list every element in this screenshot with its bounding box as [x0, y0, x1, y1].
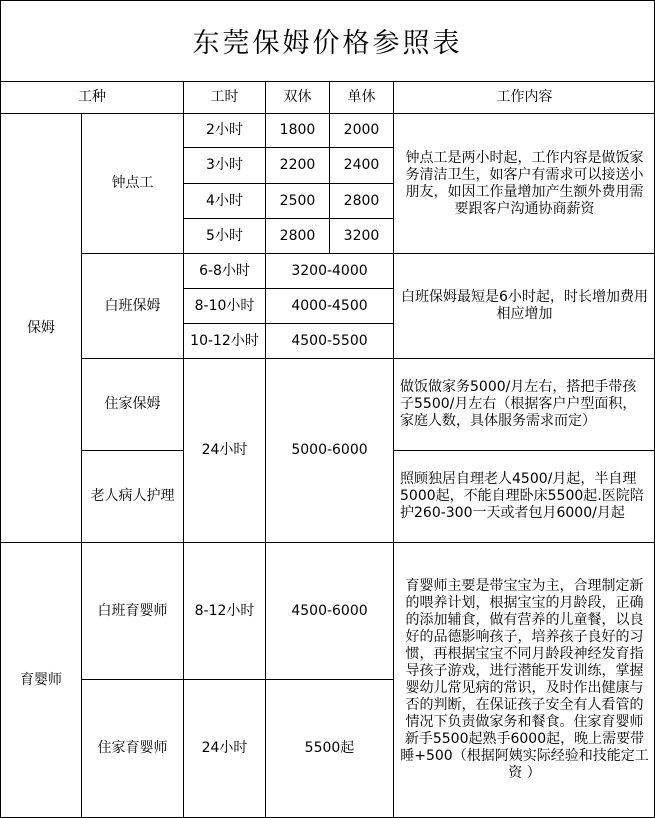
price-cell: 3200-4000 — [266, 254, 394, 289]
price-cell: 5500起 — [266, 680, 394, 818]
hours-cell: 24小时 — [184, 680, 266, 818]
header-single-rest: 单休 — [330, 82, 394, 114]
job-livein-infant-nanny: 住家育婴师 — [82, 680, 184, 818]
job-hourly: 钟点工 — [82, 114, 184, 254]
elderly-description: 照顾独居自理老人4500/月起，半自理5000起，不能自理卧床5500起.医院陪护260-300一天或者包月6000/月起 — [394, 451, 655, 543]
hours-cell: 24小时 — [184, 359, 266, 543]
table-row — [1, 359, 655, 451]
header-hours: 工时 — [184, 82, 266, 114]
job-day-nanny: 白班保姆 — [82, 254, 184, 359]
single-rest-cell: 2400 — [330, 148, 394, 184]
double-rest-cell: 2500 — [266, 184, 330, 219]
header-type: 工种 — [1, 82, 184, 114]
price-cell: 4500-5500 — [266, 324, 394, 359]
table-row — [1, 114, 655, 148]
hours-cell: 3小时 — [184, 148, 266, 184]
price-table — [0, 81, 655, 818]
job-elderly-care: 老人病人护理 — [82, 451, 184, 543]
hours-cell: 10-12小时 — [184, 324, 266, 359]
hours-cell: 5小时 — [184, 219, 266, 254]
page-title: 东莞保姆价格参照表 — [192, 28, 463, 59]
job-day-infant-nanny: 白班育婴师 — [82, 543, 184, 680]
double-rest-cell: 2200 — [266, 148, 330, 184]
table-row — [1, 254, 655, 289]
single-rest-cell: 3200 — [330, 219, 394, 254]
infant-nanny-description: 育婴师主要是带宝宝为主，合理制定新的喂养计划，根据宝宝的月龄段，正确的添加辅食，做有营养的儿童餐，以良好的品德影响孩子，培养孩子良好的习惯，再根据宝宝不同月龄段神经发育指导孩子游戏，进行潜能开发训练，掌握婴幼儿常见病的常识，及时作出健康与否的判断，在保证孩子安全有人看管的情况下负责做家务和餐食。住家育婴师新手5500起熟手6000起，晚上需要带睡+500（根据阿姨实际经验和技能定工资 ） — [394, 543, 655, 818]
price-cell: 4000-4500 — [266, 289, 394, 324]
table-row — [1, 543, 655, 680]
single-rest-cell: 2000 — [330, 114, 394, 148]
price-cell: 5000-6000 — [266, 359, 394, 543]
livein-description: 做饭做家务5000/月左右，搭把手带孩子5500/月左右（根据客户户型面积，家庭人数，具体服务需求而定） — [394, 359, 655, 451]
category-baomu: 保姆 — [1, 114, 82, 543]
job-livein-nanny: 住家保姆 — [82, 359, 184, 451]
hourly-description: 钟点工是两小时起，工作内容是做饭家务清洁卫生，如客户有需求可以接送小朋友，如因工作量增加产生额外费用需要跟客户沟通协商薪资 — [394, 114, 655, 254]
header-content: 工作内容 — [394, 82, 655, 114]
price-cell: 4500-6000 — [266, 543, 394, 680]
category-nanny: 育婴师 — [1, 543, 82, 818]
hours-cell: 4小时 — [184, 184, 266, 219]
double-rest-cell: 2800 — [266, 219, 330, 254]
hours-cell: 8-10小时 — [184, 289, 266, 324]
single-rest-cell: 2800 — [330, 184, 394, 219]
double-rest-cell: 1800 — [266, 114, 330, 148]
header-row — [1, 82, 655, 114]
hours-cell: 8-12小时 — [184, 543, 266, 680]
hours-cell: 2小时 — [184, 114, 266, 148]
hours-cell: 6-8小时 — [184, 254, 266, 289]
day-nanny-description: 白班保姆最短是6小时起，时长增加费用相应增加 — [394, 254, 655, 359]
header-double-rest: 双休 — [266, 82, 330, 114]
